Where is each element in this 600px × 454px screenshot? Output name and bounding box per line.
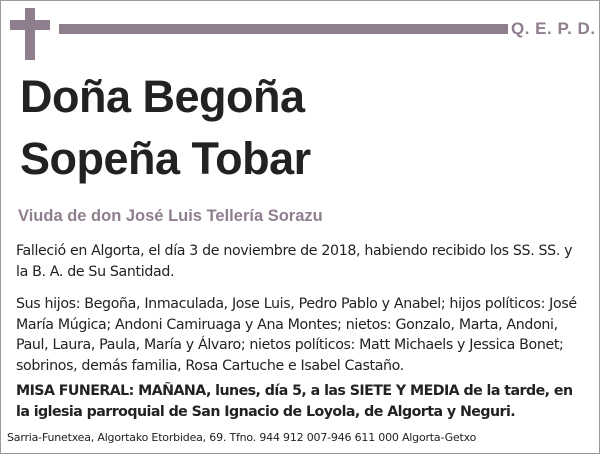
funeral-home-footer: Sarria-Funetxea, Algortako Etorbidea, 69. Tfno. 944 912 007-946 611 000 Algorta-Getxo: [7, 431, 477, 444]
widow-subtitle: Viuda de don José Luis Tellería Sorazu: [18, 207, 323, 225]
deceased-name-line2: Sopeña Tobar: [20, 133, 311, 184]
qepd-label: Q. E. P. D.: [511, 19, 596, 38]
cross-icon-bar: [10, 20, 50, 30]
header-rule: [59, 24, 508, 34]
funeral-mass-paragraph: MISA FUNERAL: MAÑANA, lunes, día 5, a las SIETE Y MEDIA de la tarde, en la iglesia parroquial de San Ignacio de Loyola, de Algorta y Neguri.: [16, 383, 573, 420]
cross-icon: [25, 8, 35, 60]
family-paragraph: Sus hijos: Begoña, Inmaculada, Jose Luis, Pedro Pablo y Anabel; hijos políticos: José María Múgica; Andoni Camiruaga y Ana Montes; nietos: Gonzalo, Marta, Andoni, Paul, Laura, Paula, María y Álvaro; nietos políticos: Matt Michaels y Jessica Bonet; sobrinos, demás familia, Rosa Cartuche e Isabel Castaño.: [16, 296, 577, 374]
deceased-name-line1: Doña Begoña: [20, 71, 305, 122]
death-notice-paragraph: Falleció en Algorta, el día 3 de noviembre de 2018, habiendo recibido los SS. SS. y la B. A. de Su Santidad.: [16, 243, 573, 280]
